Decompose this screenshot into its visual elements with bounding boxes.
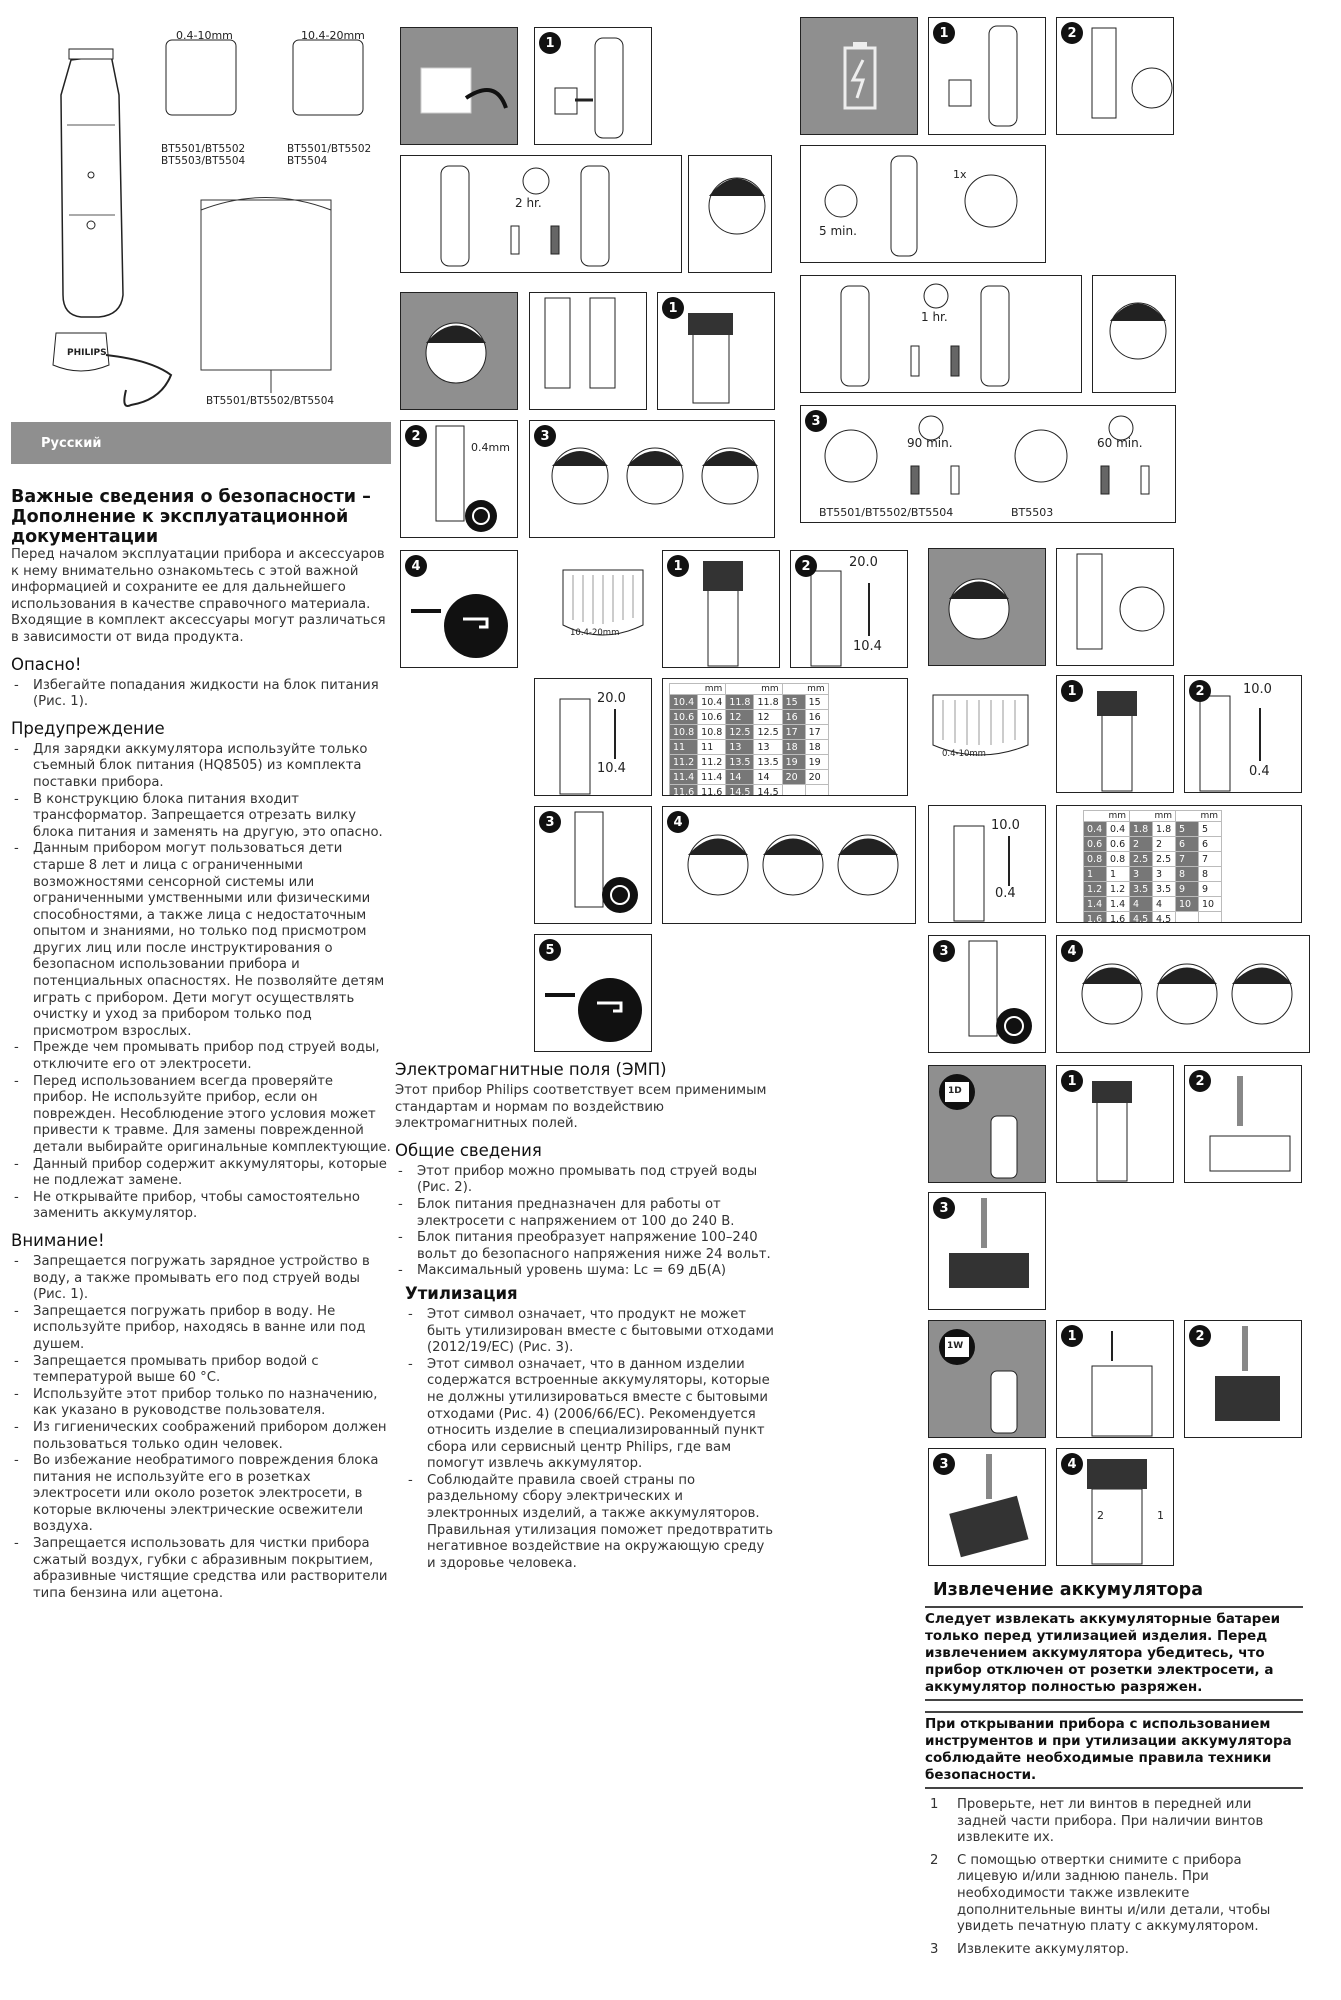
- weekly-label: 1W: [947, 1341, 964, 1351]
- fig-power-on-2: [928, 935, 1046, 1053]
- fig-use-2: [1092, 275, 1176, 393]
- fig-attach-comb: [657, 292, 775, 410]
- fig-no-water-adapter: [400, 27, 518, 145]
- fig-check: [1056, 17, 1174, 135]
- length-table-small: [1056, 805, 1302, 923]
- step-number: 2: [1061, 22, 1083, 44]
- fig-trim-compare: [529, 292, 647, 410]
- runtime-90: 90 min.: [907, 436, 953, 450]
- comb-icon: [548, 550, 658, 668]
- general-list: [395, 1164, 775, 1280]
- table-cell: 8: [1176, 867, 1199, 882]
- faces-icon: [663, 807, 915, 923]
- pouch-models: BT5501/BT5502/BT5504: [206, 395, 335, 407]
- step-number: 1: [539, 32, 561, 54]
- step-index: 2: [930, 1852, 939, 1868]
- table-cell: 10.4: [698, 695, 726, 710]
- fig-rinse: [400, 550, 518, 668]
- table-cell: 14: [754, 770, 782, 785]
- list-item: - В конструкцию блока питания входит трансформатор. Запрещается отрезать вилку блока питания и заменять на другую, это опасно.: [11, 792, 391, 842]
- table-cell: 13.5: [754, 755, 782, 770]
- table-cell: 3.5: [1153, 882, 1176, 897]
- step-number: 4: [1061, 1453, 1083, 1475]
- battery-section: [925, 1580, 1303, 1964]
- step-number: 4: [667, 811, 689, 833]
- table-cell: 13: [754, 740, 782, 755]
- fig-runtime: [800, 405, 1176, 523]
- fig-rinse-head-2: [1184, 1320, 1302, 1438]
- fig-no-comb-04: [400, 420, 518, 538]
- emf-text: Этот прибор Philips соответствует всем применимым стандартам и нормам по воздействию электромагнитных полей.: [395, 1083, 767, 1132]
- comb-label: 10.4-20mm: [570, 628, 620, 638]
- length-table-large: [662, 678, 908, 796]
- table-cell: 10.6: [670, 710, 698, 725]
- table-cell: 10.8: [670, 725, 698, 740]
- table-cell: 11.2: [670, 755, 698, 770]
- fig-trim-sequence: [529, 420, 775, 538]
- fig-reattach-head: [1056, 1448, 1174, 1566]
- list-item: - Этот прибор можно промывать под струей воды (Рис. 2).: [395, 1164, 775, 1197]
- step-text: С помощью отвертки снимите с прибора лицевую и/или заднюю панель. При необходимости также извлеките дополнительные винты и/или детали, чтобы увидеть печатную плату с аккумулятором.: [957, 1852, 1271, 1935]
- unit-label: mm: [670, 684, 726, 695]
- table-cell: 2.5: [1130, 852, 1153, 867]
- table-cell: 3: [1130, 867, 1153, 882]
- table-cell: 14.5: [726, 785, 754, 797]
- fig-trim-faces: [662, 806, 916, 924]
- battery-icon: [801, 18, 917, 134]
- charging-icon: [801, 276, 1081, 392]
- models-90: BT5501/BT5502/BT5504: [819, 506, 954, 519]
- table-cell: 1: [1107, 867, 1130, 882]
- list-item: - Данный прибор содержит аккумуляторы, которые не подлежат замене.: [11, 1157, 391, 1190]
- list-item: - Запрещается погружать зарядное устройство в воду, а также промывать его под струей воды (Рис. 1).: [11, 1254, 391, 1304]
- list-item: - Блок питания преобразует напряжение 100–240 вольт до безопасного напряжения ниже 24 вольт.: [395, 1230, 775, 1263]
- comb2-range: 10.4-20mm: [301, 29, 365, 42]
- table-cell: 14.5: [754, 785, 782, 797]
- table-cell: 4: [1130, 897, 1153, 912]
- table-cell: 20: [782, 770, 805, 785]
- list-item: - Перед использованием всегда проверяйте прибор. Не используйте прибор, если он поврежден. Несоблюдение этого условия может привести к травме. Для замены поврежденной детали выбирайте оригинальные комплектующие.: [11, 1074, 391, 1157]
- step-number: 2: [1189, 680, 1211, 702]
- fig-range-10: [1184, 675, 1302, 793]
- table-cell: 1: [1084, 867, 1107, 882]
- table-cell: 16: [782, 710, 805, 725]
- table-cell: 16: [805, 710, 828, 725]
- table-cell: 13: [726, 740, 754, 755]
- comb1-models: BT5501/BT5502 BT5503/BT5504: [161, 143, 246, 167]
- table-cell: 0.6: [1084, 837, 1107, 852]
- fig-comb-large: [548, 550, 658, 668]
- table-cell: 9: [1199, 882, 1222, 897]
- step-text: Проверьте, нет ли винтов в передней или задней части прибора. При наличии винтов извлеките их.: [957, 1797, 1264, 1846]
- table-cell: 6: [1176, 837, 1199, 852]
- length-table: [1083, 810, 1222, 923]
- fig-clean-daily: [928, 1065, 1046, 1183]
- fig-comb-attach-small: [1056, 675, 1174, 793]
- range-top: 10.0: [1243, 682, 1272, 697]
- fig-charging-1hr: [800, 275, 1082, 393]
- list-item: [925, 1853, 1303, 1936]
- list-item: - Запрещается промывать прибор водой с температурой выше 60 °C.: [11, 1354, 391, 1387]
- list-item: - Из гигиенических соображений прибором должен пользоваться только один человек.: [11, 1420, 391, 1453]
- fig-trim-faces-2: [1056, 935, 1310, 1053]
- table-cell: 11.6: [698, 785, 726, 797]
- quick-charge-times: 1x: [953, 168, 967, 181]
- table-cell: 15: [805, 695, 828, 710]
- unit-label: mm: [1084, 811, 1130, 822]
- table-cell: 17: [782, 725, 805, 740]
- table-cell: 11: [698, 740, 726, 755]
- battery-title: Извлечение аккумулятора: [933, 1580, 1204, 1600]
- comb1-range: 0.4-10mm: [176, 29, 233, 42]
- step-number: 3: [534, 425, 556, 447]
- step-index: 3: [930, 1941, 939, 1957]
- table-cell: 19: [782, 755, 805, 770]
- step-index: 1: [930, 1797, 939, 1812]
- range-bottom: 10.4: [853, 639, 882, 654]
- range-top: 20.0: [597, 691, 626, 706]
- calendar-icon: [929, 1066, 1045, 1182]
- table-cell: 3.5: [1130, 882, 1153, 897]
- fig-comb-small: [918, 675, 1046, 793]
- table-cell: 12: [754, 710, 782, 725]
- safety-intro: Перед началом эксплуатации прибора и аксессуаров к нему внимательно ознакомьтесь с этой важной информацией и сохраните ее для дальнейшего использования в качестве справочного материала. Входящие в комплект аксессуары могут различаться в зависимости от вида продукта.: [11, 547, 386, 645]
- step-number: 3: [933, 1197, 955, 1219]
- safety-title: Важные сведения о безопасности – Дополнение к эксплуатационной документации: [11, 487, 371, 547]
- step-text: Извлеките аккумулятор.: [957, 1941, 1129, 1957]
- unit-label: mm: [726, 684, 782, 695]
- table-cell: 12.5: [754, 725, 782, 740]
- step-number: 1: [662, 297, 684, 319]
- table-cell: 3: [1153, 867, 1176, 882]
- table-cell: 1.8: [1153, 822, 1176, 837]
- warning-title: Предупреждение: [11, 718, 165, 738]
- fig-trim-neck: [1056, 548, 1174, 666]
- table-cell: 19: [805, 755, 828, 770]
- comb-icon: [918, 675, 1046, 793]
- table-cell: 1.4: [1107, 897, 1130, 912]
- list-item: - Запрещается погружать прибор в воду. Не используйте прибор, находясь в ванне или под душем.: [11, 1304, 391, 1354]
- arrow-label: 1: [1157, 1509, 1164, 1522]
- table-cell: 2: [1130, 837, 1153, 852]
- table-cell: 10.4: [670, 695, 698, 710]
- fig-plug-in-2: [928, 17, 1046, 135]
- fig-rinse-blade: [928, 1448, 1046, 1566]
- range-bottom: 0.4: [1249, 764, 1270, 779]
- faces-icon: [1057, 936, 1309, 1052]
- fig-rinse-comb: [928, 1192, 1046, 1310]
- table-cell: 8: [1199, 867, 1222, 882]
- table-cell: 17: [805, 725, 828, 740]
- table-cell: 10.8: [698, 725, 726, 740]
- step-number: 3: [933, 940, 955, 962]
- step-number: 1: [933, 22, 955, 44]
- table-cell: 1.6: [1107, 912, 1130, 924]
- list-item: - Соблюдайте правила своей страны по раздельному сбору электрических и электронных изделий, а также аккумуляторов. Правильная утилизация поможет предотвратить негативное воздействие на окружающую среду и здоровье человека.: [405, 1473, 775, 1573]
- list-item: - Прежде чем промывать прибор под струей воды, отключите его от электросети.: [11, 1040, 391, 1073]
- table-cell: 14: [726, 770, 754, 785]
- charge-time: 1 hr.: [921, 310, 948, 324]
- arrow-label: 2: [1097, 1509, 1104, 1522]
- table-cell: 12: [726, 710, 754, 725]
- table-cell: 4: [1153, 897, 1176, 912]
- list-item: [925, 1797, 1303, 1847]
- list-item: - Не открывайте прибор, чтобы самостоятельно заменить аккумулятор.: [11, 1190, 391, 1223]
- table-cell: 7: [1199, 852, 1222, 867]
- clock-icon: [801, 406, 1175, 522]
- table-cell: 11.6: [670, 785, 698, 797]
- step-number: 1: [1061, 680, 1083, 702]
- arrow-icon: [929, 806, 1045, 922]
- list-item: - Избегайте попадания жидкости на блок питания (Рис. 1).: [11, 678, 391, 711]
- face-icon: [401, 293, 517, 409]
- charging-icon: [401, 156, 681, 272]
- list-item: - Этот символ означает, что продукт не может быть утилизирован вместе с бытовыми отходами (2012/19/EC) (Рис. 3).: [405, 1307, 775, 1357]
- unit-label: mm: [782, 684, 828, 695]
- table-cell: 1.2: [1084, 882, 1107, 897]
- table-cell: 20: [805, 770, 828, 785]
- comb-label: 0.4-10mm: [942, 749, 986, 759]
- table-cell: 11.2: [698, 755, 726, 770]
- step-number: 2: [795, 555, 817, 577]
- fig-range-20: [790, 550, 908, 668]
- recycling-title: Утилизация: [405, 1283, 518, 1303]
- list-item: - Во избежание необратимого повреждения блока питания не используйте его в розетках электросети или около розеток электросети, в которые включены электрические освежители воздуха.: [11, 1453, 391, 1536]
- table-cell: 18: [805, 740, 828, 755]
- face-icon: [689, 156, 771, 272]
- trimmer-icon: [1057, 549, 1173, 665]
- table-cell: 15: [782, 695, 805, 710]
- warning-list: [11, 742, 391, 1223]
- face-icon: [1093, 276, 1175, 392]
- fig-face-gray: [928, 548, 1046, 666]
- table-cell: 4.5: [1153, 912, 1176, 924]
- battery-warning-1: Следует извлекать аккумуляторные батареи только перед утилизацией изделия. Перед извлечением аккумулятора убедитесь, что прибор отключен от розетки электросети, а аккумулятор полностью разряжен.: [925, 1606, 1303, 1701]
- fig-charging-2hr: [400, 155, 682, 273]
- list-item: - Используйте этот прибор только по назначению, как указано в руководстве пользователя.: [11, 1387, 391, 1420]
- fig-power-on: [534, 806, 652, 924]
- step-number: 1: [1061, 1070, 1083, 1092]
- list-item: - Этот символ означает, что в данном изделии содержатся встроенные аккумуляторы, которые не должны утилизироваться вместе с бытовыми отходами (Рис. 4) (2006/66/EC). Рекомендуется относить изделие в специализированный пункт сбора или сервисный центр Philips, где вам помогут извлечь аккумулятор.: [405, 1357, 775, 1473]
- emf-title: Электромагнитные поля (ЭМП): [395, 1060, 667, 1079]
- list-item: [925, 1942, 1303, 1959]
- table-cell: 4.5: [1130, 912, 1153, 924]
- step-number: 2: [405, 425, 427, 447]
- fig-battery: [800, 17, 918, 135]
- face-icon: [929, 549, 1045, 665]
- fig-plug-in: [534, 27, 652, 145]
- list-item: - Данным прибором могут пользоваться дети старше 8 лет и лица с ограниченными возможностями сенсорной системы или ограниченными умственными или физическими способностями, а также лица с недостаточным опытом и знаниями, но только под присмотром других лиц или после инструктирования о безопасном использовании прибора и потенциальных опасностях. Не позволяйте детям играть с прибором. Дети могут осуществлять очистку и уход за прибором только под присмотром взрослых.: [11, 841, 391, 1040]
- step-number: 1: [667, 555, 689, 577]
- fig-comb-attach-large: [662, 550, 780, 668]
- table-cell: 11.4: [670, 770, 698, 785]
- range-top: 20.0: [849, 555, 878, 570]
- length-table: [669, 683, 829, 796]
- danger-list: [11, 678, 391, 711]
- trimmer-icon: [530, 293, 646, 409]
- charge-time: 2 hr.: [515, 196, 542, 210]
- language-bar: Русский: [11, 422, 391, 464]
- table-cell: 6: [1199, 837, 1222, 852]
- step-number: 2: [1189, 1070, 1211, 1092]
- table-cell: 0.8: [1107, 852, 1130, 867]
- table-cell: 2.5: [1153, 852, 1176, 867]
- battery-steps: [925, 1797, 1303, 1958]
- adapter-brand: PHILIPS: [67, 348, 107, 358]
- step-number: 4: [405, 555, 427, 577]
- table-cell: 13.5: [726, 755, 754, 770]
- range-top: 10.0: [991, 818, 1020, 833]
- table-cell: 0.6: [1107, 837, 1130, 852]
- table-cell: 10.6: [698, 710, 726, 725]
- runtime-60: 60 min.: [1097, 436, 1143, 450]
- battery-warning-2: При открывании прибора с использованием инструментов и при утилизации аккумулятора соблюдайте необходимые правила техники безопасности.: [925, 1711, 1303, 1789]
- list-item: - Максимальный уровень шума: Lc = 69 дБ(A): [395, 1263, 775, 1280]
- clock-icon: [801, 146, 1045, 262]
- table-cell: 1.2: [1107, 882, 1130, 897]
- table-cell: 10: [1176, 897, 1199, 912]
- table-cell: 1.8: [1130, 822, 1153, 837]
- step-number: 3: [933, 1453, 955, 1475]
- info-section: [395, 1060, 775, 1572]
- list-item: - Запрещается использовать для чистки прибора сжатый воздух, губки с абразивным покрытием, абразивные чистящие средства или растворители типа бензина или ацетона.: [11, 1536, 391, 1602]
- table-cell: 2: [1153, 837, 1176, 852]
- table-cell: 5: [1176, 822, 1199, 837]
- table-cell: 18: [782, 740, 805, 755]
- caution-list: [11, 1254, 391, 1602]
- table-cell: 11.4: [698, 770, 726, 785]
- range-bottom: 10.4: [597, 761, 626, 776]
- step-number: 5: [539, 939, 561, 961]
- safety-section: [11, 487, 391, 1602]
- list-item: - Для зарядки аккумулятора используйте только съемный блок питания (HQ8505) из комплекта поставки прибора.: [11, 742, 391, 792]
- range-bottom: 0.4: [995, 886, 1016, 901]
- length-label: 0.4mm: [471, 441, 510, 454]
- arrow-icon: [535, 679, 651, 795]
- recycling-list: [395, 1307, 775, 1573]
- daily-label: 1D: [948, 1086, 962, 1096]
- unit-label: mm: [1130, 811, 1176, 822]
- step-number: 3: [805, 410, 827, 432]
- quick-charge-time: 5 min.: [819, 224, 857, 238]
- step-number: 3: [539, 811, 561, 833]
- table-cell: 1.6: [1084, 912, 1107, 924]
- table-cell: 0.8: [1084, 852, 1107, 867]
- caution-title: Внимание!: [11, 1230, 105, 1250]
- fig-rinse-2: [534, 934, 652, 1052]
- fig-rinse-head: [1184, 1065, 1302, 1183]
- step-number: 2: [1189, 1325, 1211, 1347]
- fig-use: [688, 155, 772, 273]
- table-cell: 10: [1199, 897, 1222, 912]
- fig-remove-comb: [1056, 1065, 1174, 1183]
- list-item: - Блок питания предназначен для работы от электросети с напряжением от 100 до 240 В.: [395, 1197, 775, 1230]
- table-cell: 11: [670, 740, 698, 755]
- table-cell: 12.5: [726, 725, 754, 740]
- table-cell: 9: [1176, 882, 1199, 897]
- table-cell: 11.8: [754, 695, 782, 710]
- fig-clean-weekly: [928, 1320, 1046, 1438]
- calendar-icon: [929, 1321, 1045, 1437]
- table-cell: 1.4: [1084, 897, 1107, 912]
- table-cell: 0.4: [1107, 822, 1130, 837]
- fig-remove-head: [1056, 1320, 1174, 1438]
- table-cell: 11.8: [726, 695, 754, 710]
- box-icon: [401, 28, 517, 144]
- comb2-models: BT5501/BT5502 BT5504: [287, 143, 372, 167]
- faces-icon: [530, 421, 774, 537]
- table-cell: 0.4: [1084, 822, 1107, 837]
- fig-range-20b: [534, 678, 652, 796]
- table-cell: 7: [1176, 852, 1199, 867]
- step-number: 4: [1061, 940, 1083, 962]
- models-60: BT5503: [1011, 506, 1054, 519]
- fig-range-10b: [928, 805, 1046, 923]
- table-cell: 5: [1199, 822, 1222, 837]
- fig-quick-charge: [800, 145, 1046, 263]
- general-title: Общие сведения: [395, 1140, 542, 1160]
- step-number: 1: [1061, 1325, 1083, 1347]
- product-overview: [11, 15, 396, 415]
- unit-label: mm: [1176, 811, 1222, 822]
- fig-trim-face: [400, 292, 518, 410]
- danger-title: Опасно!: [11, 654, 82, 674]
